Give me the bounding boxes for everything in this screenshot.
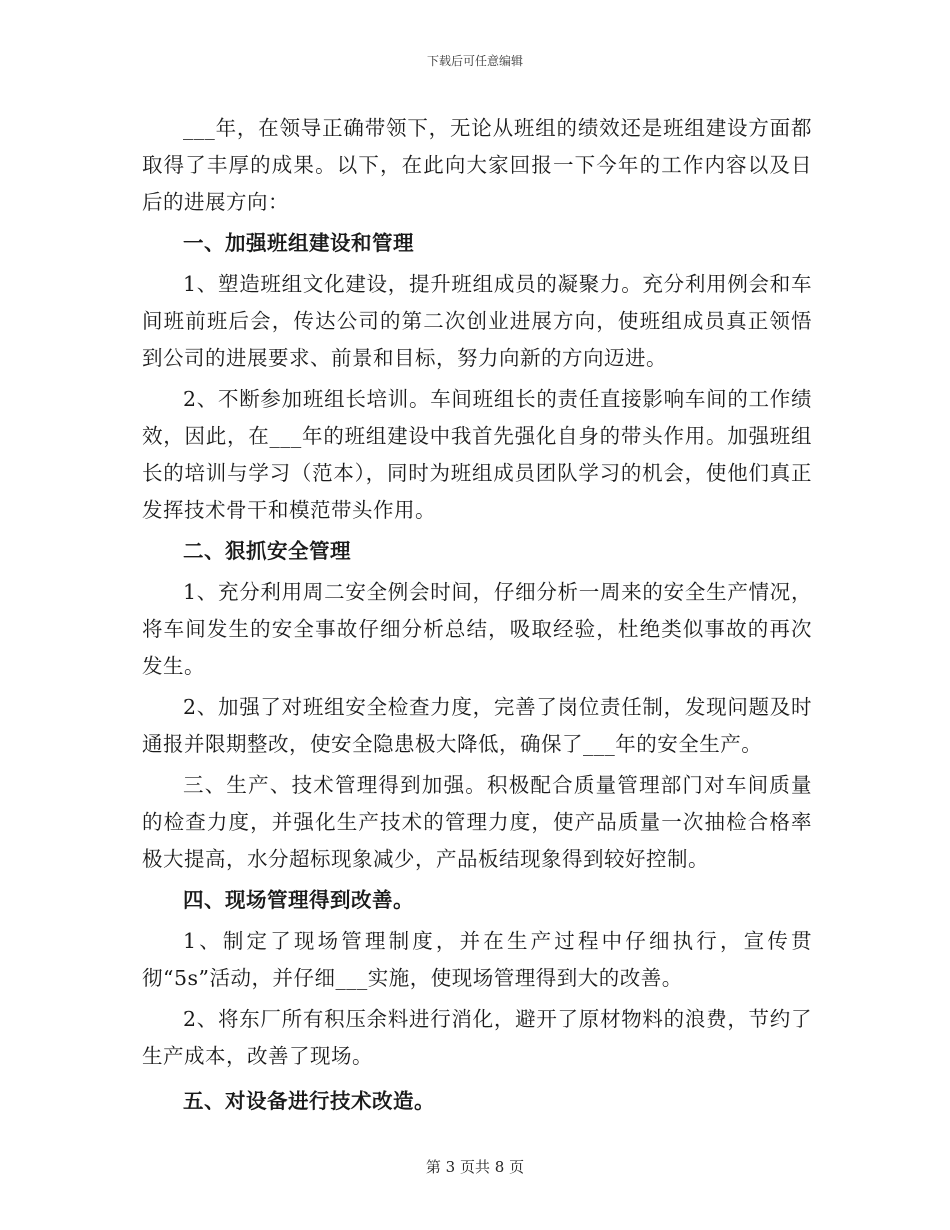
- section-heading-4: 四、现场管理得到改善。: [183, 888, 414, 912]
- paragraph-safety-meeting: 1、充分利用周二安全例会时间，仔细分析一周来的安全生产情况，将车间发生的安全事故仔细分析总结，吸取经验，杜绝类似事故的再次发生。: [142, 580, 812, 678]
- paragraph-onsite-rules: 1、制定了现场管理制度，并在生产过程中仔细执行，宣传贯彻“5s”活动，并仔细___实施，使现场管理得到大的改善。: [142, 929, 812, 990]
- paragraph-team-culture: 1、塑造班组文化建设，提升班组成员的凝聚力。充分利用例会和车间班前班后会，传达公司的第二次创业进展方向，使班组成员真正领悟到公司的进展要求、前景和目标，努力向新的方向迈进。: [142, 272, 812, 370]
- paragraph-safety-inspection: 2、加强了对班组安全检查力度，完善了岗位责任制，发现问题及时通报并限期整改，使安全隐患极大降低，确保了___年的安全生产。: [142, 695, 812, 756]
- page-header-note: 下载后可任意编辑: [426, 54, 523, 68]
- section-heading-1: 一、加强班组建设和管理: [183, 231, 414, 255]
- page-number: 第 3 页共 8 页: [425, 1158, 525, 1176]
- paragraph-leader-training: 2、不断参加班组长培训。车间班组长的责任直接影响车间的工作绩效，因此，在___年的班组建设中我首先强化自身的带头作用。加强班组长的培训与学习（范本），同时为班组成员团队学习的机会，使他们真正发挥技术骨干和模范带头作用。: [142, 387, 812, 522]
- section-heading-5: 五、对设备进行技术改造。: [183, 1089, 435, 1113]
- document-body: [142, 110, 812, 1120]
- intro-paragraph: ___年，在领导正确带领下，无论从班组的绩效还是班组建设方面都取得了丰厚的成果。以下，在此向大家回报一下今年的工作内容以及日后的进展方向：: [142, 116, 812, 214]
- paragraph-production-tech: 三、生产、技术管理得到加强。积极配合质量管理部门对车间质量的检查力度，并强化生产技术的管理力度，使产品质量一次抽检合格率极大提高，水分超标现象减少，产品板结现象得到较好控制。: [142, 773, 812, 871]
- section-heading-2: 二、狠抓安全管理: [183, 539, 351, 563]
- paragraph-surplus-materials: 2、将东厂所有积压余料进行消化，避开了原材物料的浪费，节约了生产成本，改善了现场。: [142, 1007, 812, 1068]
